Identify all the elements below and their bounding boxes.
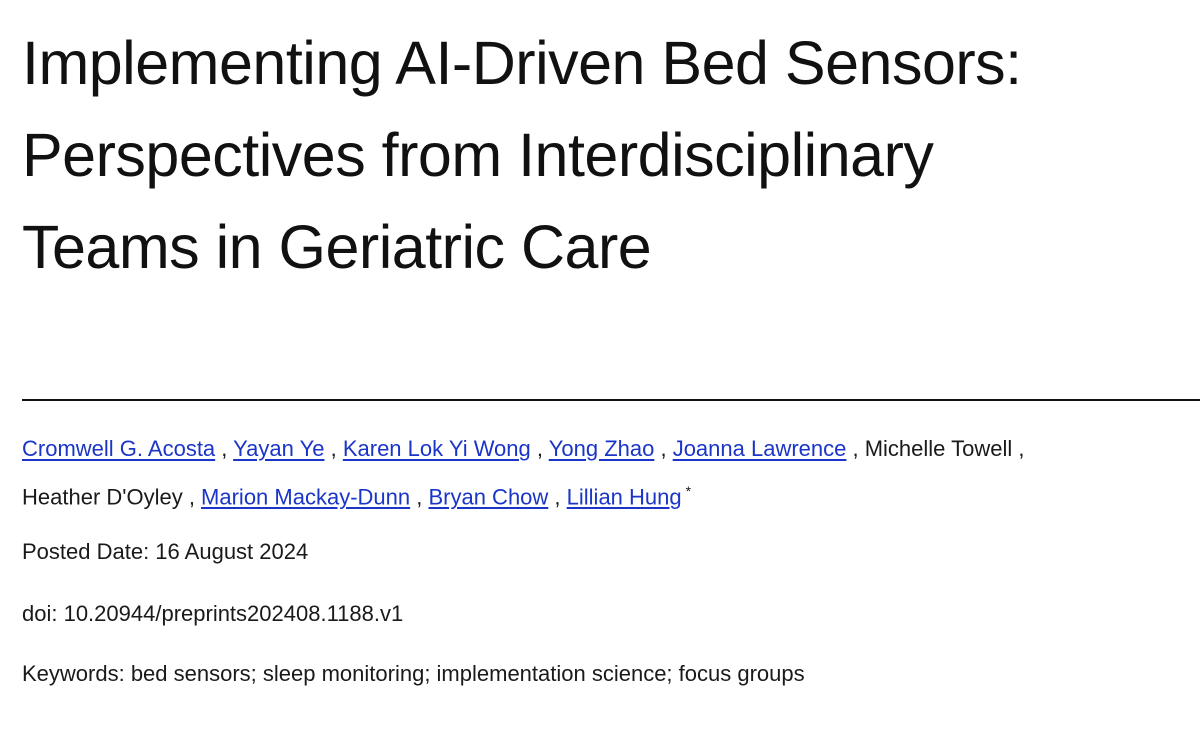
author-separator: , — [410, 484, 429, 510]
author-separator: , — [654, 436, 673, 461]
author-separator: , — [846, 436, 865, 461]
divider-rule — [22, 399, 1200, 401]
author-link[interactable]: Lillian Hung — [566, 484, 682, 510]
author-separator: , — [1012, 436, 1025, 461]
title-line-2: Perspectives from Interdisciplinary — [22, 121, 934, 189]
author-separator: , — [324, 436, 343, 461]
author-link[interactable]: Karen Lok Yi Wong — [342, 436, 531, 461]
corresponding-author-mark: * — [685, 483, 692, 499]
author-separator: , — [182, 484, 202, 510]
author-name: Michelle Towell — [864, 436, 1013, 461]
author-link[interactable]: Cromwell G. Acosta — [22, 436, 216, 461]
author-link[interactable]: Joanna Lawrence — [672, 436, 847, 461]
author-link[interactable]: Marion Mackay-Dunn — [201, 484, 411, 510]
doi-text: doi: 10.20944/preprints202408.1188.v1 — [22, 601, 404, 626]
paper-header — [22, 0, 1200, 686]
paper-title — [22, 0, 1200, 293]
author-separator: , — [530, 436, 549, 461]
author-link[interactable]: Yong Zhao — [548, 436, 655, 461]
author-name: Heather D'Oyley — [22, 484, 183, 510]
posted-date: Posted Date: 16 August 2024 — [22, 539, 309, 564]
keywords-text: Keywords: bed sensors; sleep monitoring; implementation science; focus groups — [22, 661, 805, 686]
title-line-3: Teams in Geriatric Care — [22, 213, 652, 281]
author-separator: , — [548, 484, 567, 510]
author-link[interactable]: Yayan Ye — [233, 436, 325, 461]
author-list — [22, 428, 1200, 518]
author-link[interactable]: Bryan Chow — [428, 484, 549, 510]
title-line-1: Implementing AI-Driven Bed Sensors: — [22, 29, 1022, 97]
author-separator: , — [215, 436, 234, 461]
